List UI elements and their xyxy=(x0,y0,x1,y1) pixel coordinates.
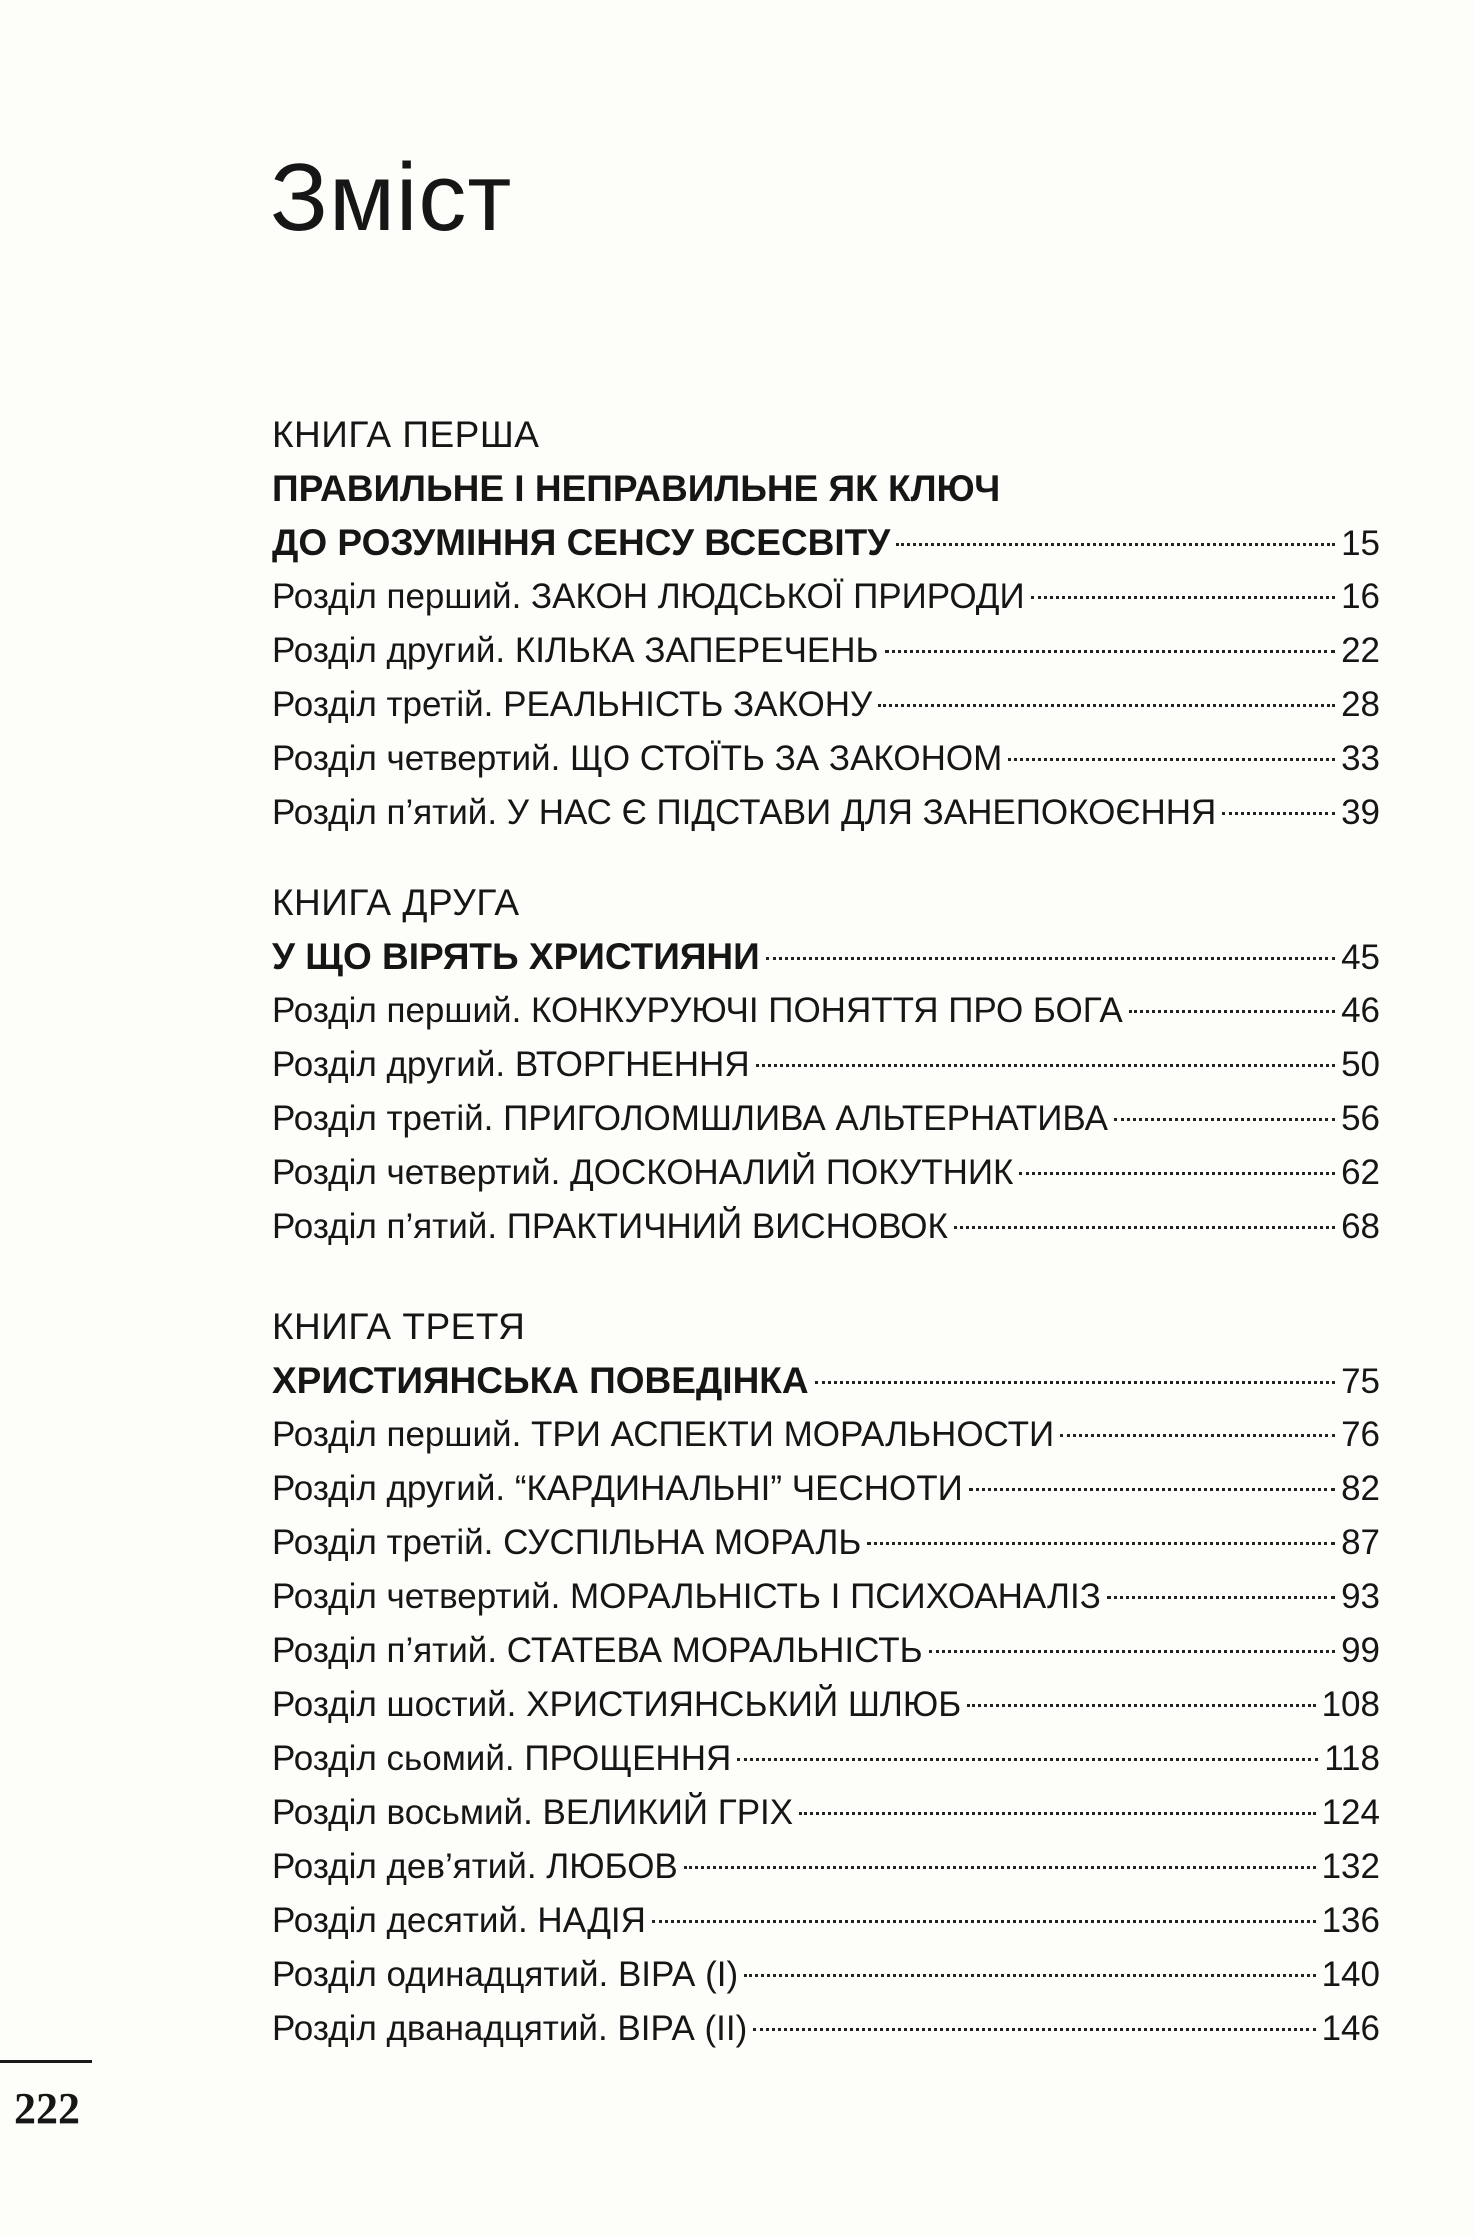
book-title-label: ХРИСТИЯНСЬКА ПОВЕДІНКА xyxy=(272,1360,809,1401)
chapter-label: Розділ десятий. НАДІЯ xyxy=(272,1901,646,1940)
book-title-entry[interactable] xyxy=(272,516,1380,570)
book-label: КНИГА ПЕРША xyxy=(272,414,540,455)
page-ref: 132 xyxy=(1321,1847,1380,1886)
book-title-entry[interactable] xyxy=(272,1354,1380,1408)
chapter-entry[interactable] xyxy=(272,1624,1380,1678)
page-ref: 22 xyxy=(1341,631,1380,670)
page-ref: 87 xyxy=(1341,1523,1380,1562)
page-ref: 46 xyxy=(1341,991,1380,1030)
toc-book-3 xyxy=(272,1300,1380,2056)
dot-leader xyxy=(756,1064,1335,1067)
chapter-label: Розділ дев’ятий. ЛЮБОВ xyxy=(272,1847,678,1886)
chapter-entry[interactable] xyxy=(272,1840,1380,1894)
dot-leader xyxy=(1008,758,1335,761)
chapter-label: Розділ перший. ЗАКОН ЛЮДСЬКОЇ ПРИРОДИ xyxy=(272,577,1025,616)
book-label: КНИГА ТРЕТЯ xyxy=(272,1306,526,1347)
chapter-entry[interactable] xyxy=(272,1408,1380,1462)
toc-book-1 xyxy=(272,408,1380,840)
page-title: Зміст xyxy=(270,144,513,251)
chapter-label: Розділ другий. ВТОРГНЕННЯ xyxy=(272,1045,750,1084)
chapter-label: Розділ одинадцятий. ВІРА (І) xyxy=(272,1955,739,1994)
chapter-entry[interactable] xyxy=(272,732,1380,786)
chapter-label: Розділ третій. СУСПІЛЬНА МОРАЛЬ xyxy=(272,1523,862,1562)
chapter-label: Розділ четвертий. ЩО СТОЇТЬ ЗА ЗАКОНОМ xyxy=(272,739,1003,778)
page-ref: 75 xyxy=(1341,1362,1380,1401)
chapter-entry[interactable] xyxy=(272,1038,1380,1092)
page-ref: 39 xyxy=(1341,793,1380,832)
dot-leader xyxy=(1060,1434,1335,1437)
page-ref: 15 xyxy=(1341,524,1380,563)
dot-leader xyxy=(867,1542,1335,1545)
dot-leader xyxy=(1114,1118,1335,1121)
page-ref: 16 xyxy=(1341,577,1380,616)
chapter-label: Розділ четвертий. ДОСКОНАЛИЙ ПОКУТНИК xyxy=(272,1153,1014,1192)
footer-rule xyxy=(0,2060,92,2063)
dot-leader xyxy=(766,957,1335,960)
page-ref: 56 xyxy=(1341,1099,1380,1138)
chapter-label: Розділ сьомий. ПРОЩЕННЯ xyxy=(272,1739,732,1778)
dot-leader xyxy=(1107,1596,1335,1599)
dot-leader xyxy=(954,1226,1335,1229)
chapter-label: Розділ шостий. ХРИСТИЯНСЬКИЙ ШЛЮБ xyxy=(272,1685,962,1724)
chapter-entry[interactable] xyxy=(272,1570,1380,1624)
chapter-label: Розділ другий. КІЛЬКА ЗАПЕРЕЧЕНЬ xyxy=(272,631,879,670)
chapter-label: Розділ третій. РЕАЛЬНІСТЬ ЗАКОНУ xyxy=(272,685,873,724)
chapter-entry[interactable] xyxy=(272,624,1380,678)
chapter-label: Розділ п’ятий. СТАТЕВА МОРАЛЬНІСТЬ xyxy=(272,1631,923,1670)
dot-leader xyxy=(652,1920,1316,1923)
page-ref: 62 xyxy=(1341,1153,1380,1192)
chapter-entry[interactable] xyxy=(272,1948,1380,2002)
dot-leader xyxy=(885,650,1336,653)
page-ref: 99 xyxy=(1341,1631,1380,1670)
dot-leader xyxy=(896,543,1335,546)
dot-leader xyxy=(969,1488,1335,1491)
dot-leader xyxy=(799,1812,1315,1815)
page-ref: 108 xyxy=(1321,1685,1380,1724)
page-ref: 118 xyxy=(1324,1739,1380,1778)
book-title-line: ПРАВИЛЬНЕ І НЕПРАВИЛЬНЕ ЯК КЛЮЧ xyxy=(272,468,1001,509)
chapter-entry[interactable] xyxy=(272,1462,1380,1516)
page-number: 222 xyxy=(14,2084,80,2133)
chapter-label: Розділ четвертий. МОРАЛЬНІСТЬ І ПСИХОАНАЛІЗ xyxy=(272,1577,1101,1616)
book-title-label: У ЩО ВІРЯТЬ ХРИСТИЯНИ xyxy=(272,936,760,977)
chapter-entry[interactable] xyxy=(272,1200,1380,1254)
page-ref: 124 xyxy=(1321,1793,1380,1832)
chapter-entry[interactable] xyxy=(272,1516,1380,1570)
dot-leader xyxy=(1222,812,1335,815)
chapter-entry[interactable] xyxy=(272,1092,1380,1146)
chapter-entry[interactable] xyxy=(272,2002,1380,2056)
chapter-label: Розділ перший. КОНКУРУЮЧІ ПОНЯТТЯ ПРО БОГА xyxy=(272,991,1123,1030)
page-ref: 146 xyxy=(1321,2009,1380,2048)
page-ref: 136 xyxy=(1321,1901,1380,1940)
chapter-entry[interactable] xyxy=(272,1894,1380,1948)
toc-book-2 xyxy=(272,876,1380,1254)
page-ref: 140 xyxy=(1321,1955,1380,1994)
dot-leader xyxy=(744,1974,1315,1977)
chapter-label: Розділ третій. ПРИГОЛОМШЛИВА АЛЬТЕРНАТИВА xyxy=(272,1099,1108,1138)
page-ref: 68 xyxy=(1341,1207,1380,1246)
chapter-label: Розділ п’ятий. У НАС Є ПІДСТАВИ ДЛЯ ЗАНЕПОКОЄННЯ xyxy=(272,793,1217,832)
page-ref: 45 xyxy=(1341,938,1380,977)
chapter-entry[interactable] xyxy=(272,1146,1380,1200)
dot-leader xyxy=(1031,596,1335,599)
dot-leader xyxy=(929,1650,1335,1653)
dot-leader xyxy=(684,1866,1316,1869)
book-title-label: ДО РОЗУМІННЯ СЕНСУ ВСЕСВІТУ xyxy=(272,522,891,563)
dot-leader xyxy=(967,1704,1315,1707)
page-ref: 93 xyxy=(1341,1577,1380,1616)
chapter-entry[interactable] xyxy=(272,678,1380,732)
chapter-label: Розділ дванадцятий. ВІРА (ІІ) xyxy=(272,2009,748,2048)
chapter-label: Розділ восьмий. ВЕЛИКИЙ ГРІХ xyxy=(272,1793,794,1832)
chapter-entry[interactable] xyxy=(272,984,1380,1038)
chapter-label: Розділ перший. ТРИ АСПЕКТИ МОРАЛЬНОСТИ xyxy=(272,1415,1055,1454)
chapter-label: Розділ другий. “КАРДИНАЛЬНІ” ЧЕСНОТИ xyxy=(272,1469,963,1508)
page-ref: 50 xyxy=(1341,1045,1380,1084)
dot-leader xyxy=(1129,1010,1335,1013)
chapter-entry[interactable] xyxy=(272,1732,1380,1786)
chapter-entry[interactable] xyxy=(272,786,1380,840)
page-ref: 28 xyxy=(1341,685,1380,724)
dot-leader xyxy=(753,2028,1315,2031)
chapter-label: Розділ п’ятий. ПРАКТИЧНИЙ ВИСНОВОК xyxy=(272,1207,948,1246)
book-label: КНИГА ДРУГА xyxy=(272,882,520,923)
dot-leader xyxy=(737,1758,1318,1761)
dot-leader xyxy=(815,1381,1335,1384)
book-title-entry[interactable] xyxy=(272,930,1380,984)
page-ref: 33 xyxy=(1341,739,1380,778)
chapter-entry[interactable] xyxy=(272,570,1380,624)
chapter-entry[interactable] xyxy=(272,1678,1380,1732)
chapter-entry[interactable] xyxy=(272,1786,1380,1840)
dot-leader xyxy=(1019,1172,1335,1175)
dot-leader xyxy=(878,704,1335,707)
page-ref: 82 xyxy=(1341,1469,1380,1508)
page-ref: 76 xyxy=(1341,1415,1380,1454)
